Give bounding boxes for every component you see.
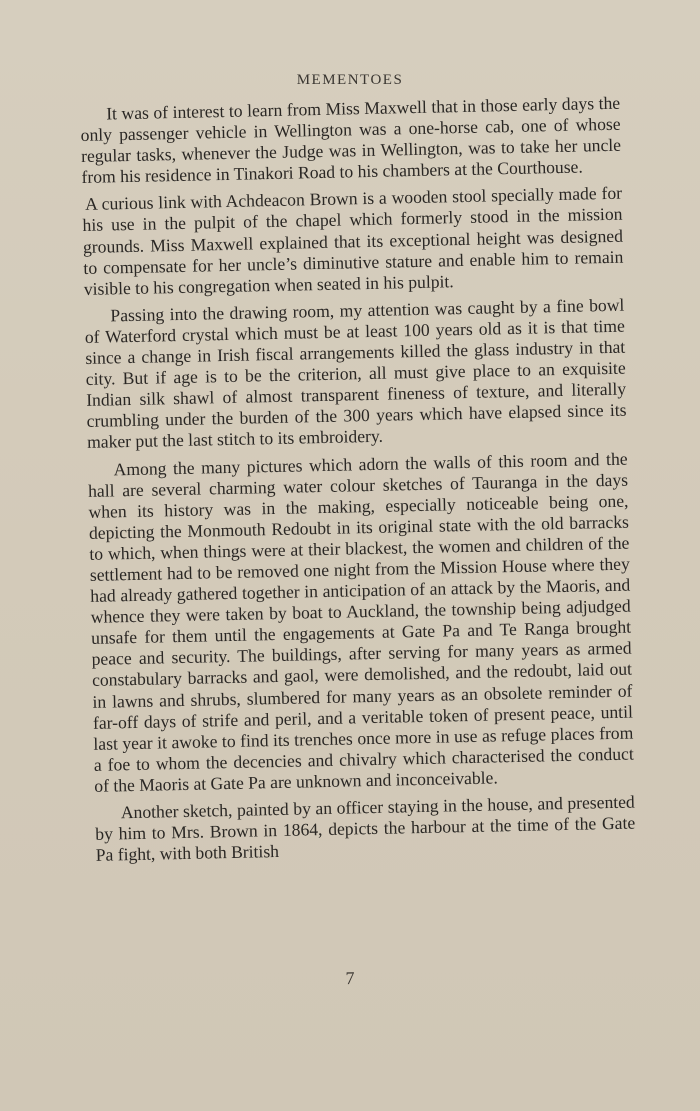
page-number: 7 xyxy=(345,967,355,989)
paragraph-drawing-room: Passing into the drawing room, my attention was caught by a fine bowl of Waterford crystal which must be at least 100 years old as it is that time since a change in Irish fiscal arrangements killed the glass industry in that city. But if age is to be the criterion, all must give place to an exquisite Indian silk shawl of almost transparent fineness of texture, and literally crumbling under the burden of the 300 years which have elapsed since its maker put the last stitch to its embroidery. xyxy=(84,294,627,453)
paragraph-sketch: Another sketch, painted by an officer staying in the house, and presented by him to Mrs. Brown in 1864, depicts the harbour at the time of the Gate Pa fight, with both British xyxy=(95,791,636,866)
paragraph-pictures: Among the many pictures which adorn the walls of this room and the hall are several charming water colour sketches of Tauranga in the days when its history was in the making, especially noticeable being one, depicting the Monmouth Redoubt in its original state with the old barracks to which, when things were at their blackest, the women and children of the settlement had to be removed one night from the Mission House where they had already gathered together in anticipation of an attack by the Maoris, and whence they were taken by boat to Auckland, the township being adjudged unsafe for them until the engagements at Gate Pa and Te Ranga brought peace and security. The buildings, after serving for many years as armed constabulary barracks and gaol, were demolished, and the redoubt, laid out in lawns and shrubs, slumbered for many years as an obsolete reminder of far-off days of strife and peril, and a veritable token of present peace, until last year it awoke to find its trenches once more in use as refuge places from a foe to whom the decencies and chivalry which characterised the conduct of the Maoris at Gate Pa are unknown and inconceivable. xyxy=(87,448,634,796)
paragraph-stool: A curious link with Achdeacon Brown is a wooden stool specially made for his use in the pulpit of the chapel which formerly stood in the mission grounds. Miss Maxwell explained that its exceptional height was designed to compensate for her uncle’s diminutive stature and enable him to remain visible to his congregation when seated in his pulpit. xyxy=(82,183,624,299)
running-header: MEMENTOES xyxy=(296,72,404,88)
body-text xyxy=(80,93,636,872)
paragraph-cab: It was of interest to learn from Miss Maxwell that in those early days the only passenger vehicle in Wellington was a one-horse cab, one of whose regular tasks, whenever the Judge was in Wellington, was to take her uncle from his residence in Tinakori Road to his chambers at the Courthouse. xyxy=(80,92,622,188)
